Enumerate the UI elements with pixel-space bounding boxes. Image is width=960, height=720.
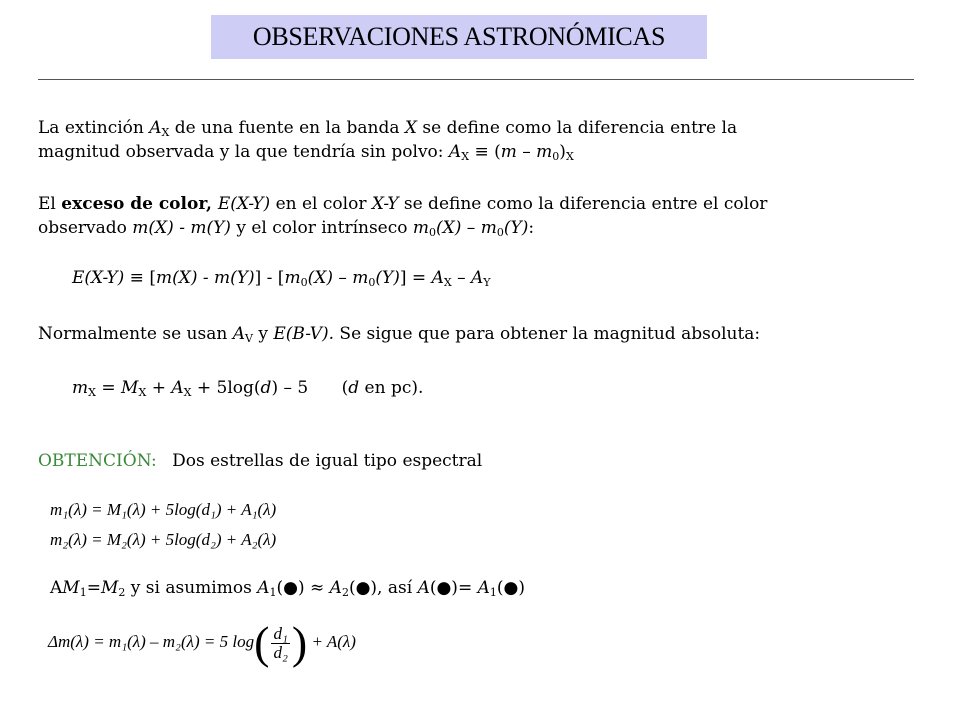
page-title: OBSERVACIONES ASTRONÓMICAS [211,15,707,59]
obtencion-line [38,451,482,471]
formula-star1: m₁(λ) = M₁(λ) + 5log(d₁) + A₁(λ) [50,500,277,519]
identical-stars-assumption: $AM_1=M_2$ y si asumimos $A_1(●)$ ≈ $A_2(●)$, así A(●)= $A_1(●)$ [50,578,525,599]
extinction-definition-line2: magnitud observada y la que tendría sin polvo: $A_X \equiv (m - m_0)_X$ [38,142,574,163]
magnitude-difference-formula: Δm(λ) = m₁(λ) – m₂(λ) = 5 log( $\frac{\text{d₁}}{\text{d₂}}$ ) + A(λ) [48,617,356,668]
extinction-definition-line1: La extinción $A_X$ de una fuente en la banda X se define como la diferencia entre la [38,118,738,139]
absolute-magnitude-intro: Normalmente se usan $A_V$ y E(B-V). Se sigue que para obtener la magnitud absoluta: [38,324,761,345]
color-excess-line1: El exceso de color, E(X-Y) en el color X-Y se define como la diferencia entre el color [38,194,768,214]
right-paren: ) [291,617,308,668]
color-excess-equation: $E(X-Y) \equiv [m(X) - m(Y)] - [m_0(X) - m_0(Y)] = A_X - A_Y$ [72,268,491,289]
distance-ratio: $\frac{\text{d₁}}{\text{d₂}}$ [273,623,288,662]
left-paren: ( [254,617,270,668]
distance-modulus-equation: $m_X = M_X + A_X + 5\log(d) - 5$ (d en pc). [72,378,424,399]
obtencion-text: Dos estrellas de igual tipo espectral [172,451,483,471]
color-excess-line2: observado m(X) - m(Y) y el color intrínseco $m_0(X) - m_0(Y)$: [38,218,535,239]
distance-unit-note: (d en pc). [341,378,424,398]
title-divider [38,79,914,80]
formula-star2: m₂(λ) = M₂(λ) + 5log(d₂) + A₂(λ) [50,530,277,549]
obtencion-label: OBTENCIÓN: [38,451,157,471]
